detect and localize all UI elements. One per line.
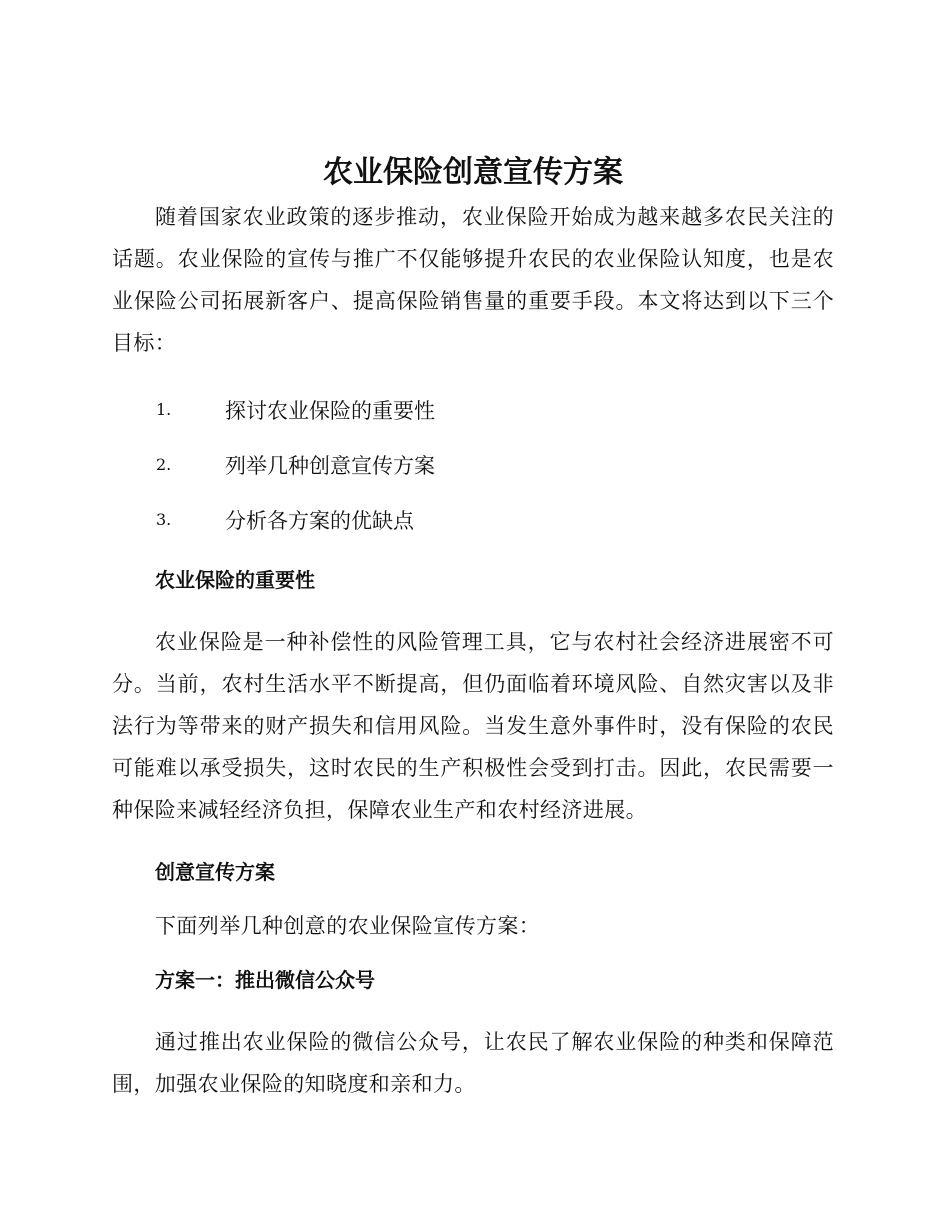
importance-paragraph: 农业保险是一种补偿性的风险管理工具，它与农村社会经济进展密不可分。当前，农村生活水平不断提高，但仍面临着环境风险、自然灾害以及非法行为等带来的财产损失和信用风险。当发生意外事件时，没有保险的农民可能难以承受损失，这时农民的生产积极性会受到打击。因此，农民需要一种保险来减轻经济负担，保障农业生产和农村经济进展。	[112, 630, 834, 822]
list-item-text: 列举几种创意宣传方案	[225, 453, 435, 478]
list-item	[112, 437, 834, 492]
intro-paragraph: 随着国家农业政策的逐步推动，农业保险开始成为越来越多农民关注的话题。农业保险的宣传与推广不仅能够提升农民的农业保险认知度，也是农业保险公司拓展新客户、提高保险销售量的重要手段。本文将达到以下三个目标：	[112, 205, 834, 355]
list-item-text: 探讨农业保险的重要性	[225, 398, 435, 423]
list-item-number: 3.	[156, 510, 172, 529]
document-page	[112, 150, 834, 1105]
list-item-text: 分析各方案的优缺点	[225, 508, 414, 533]
list-item	[112, 382, 834, 437]
list-item-number: 1.	[156, 400, 172, 419]
creative-plans-intro: 下面列举几种创意的农业保险宣传方案：	[155, 914, 541, 938]
list-item	[112, 492, 834, 547]
document-title: 农业保险创意宣传方案	[323, 155, 623, 190]
plan-one-paragraph: 通过推出农业保险的微信公众号，让农民了解农业保险的种类和保障范围，加强农业保险的知晓度和亲和力。	[112, 1030, 834, 1096]
list-item-number: 2.	[156, 455, 172, 474]
section-heading-creative-plans: 创意宣传方案	[155, 860, 275, 884]
goals-list	[112, 382, 834, 547]
plan-one-heading: 方案一：推出微信公众号	[155, 968, 375, 992]
section-heading-importance: 农业保险的重要性	[155, 568, 315, 592]
